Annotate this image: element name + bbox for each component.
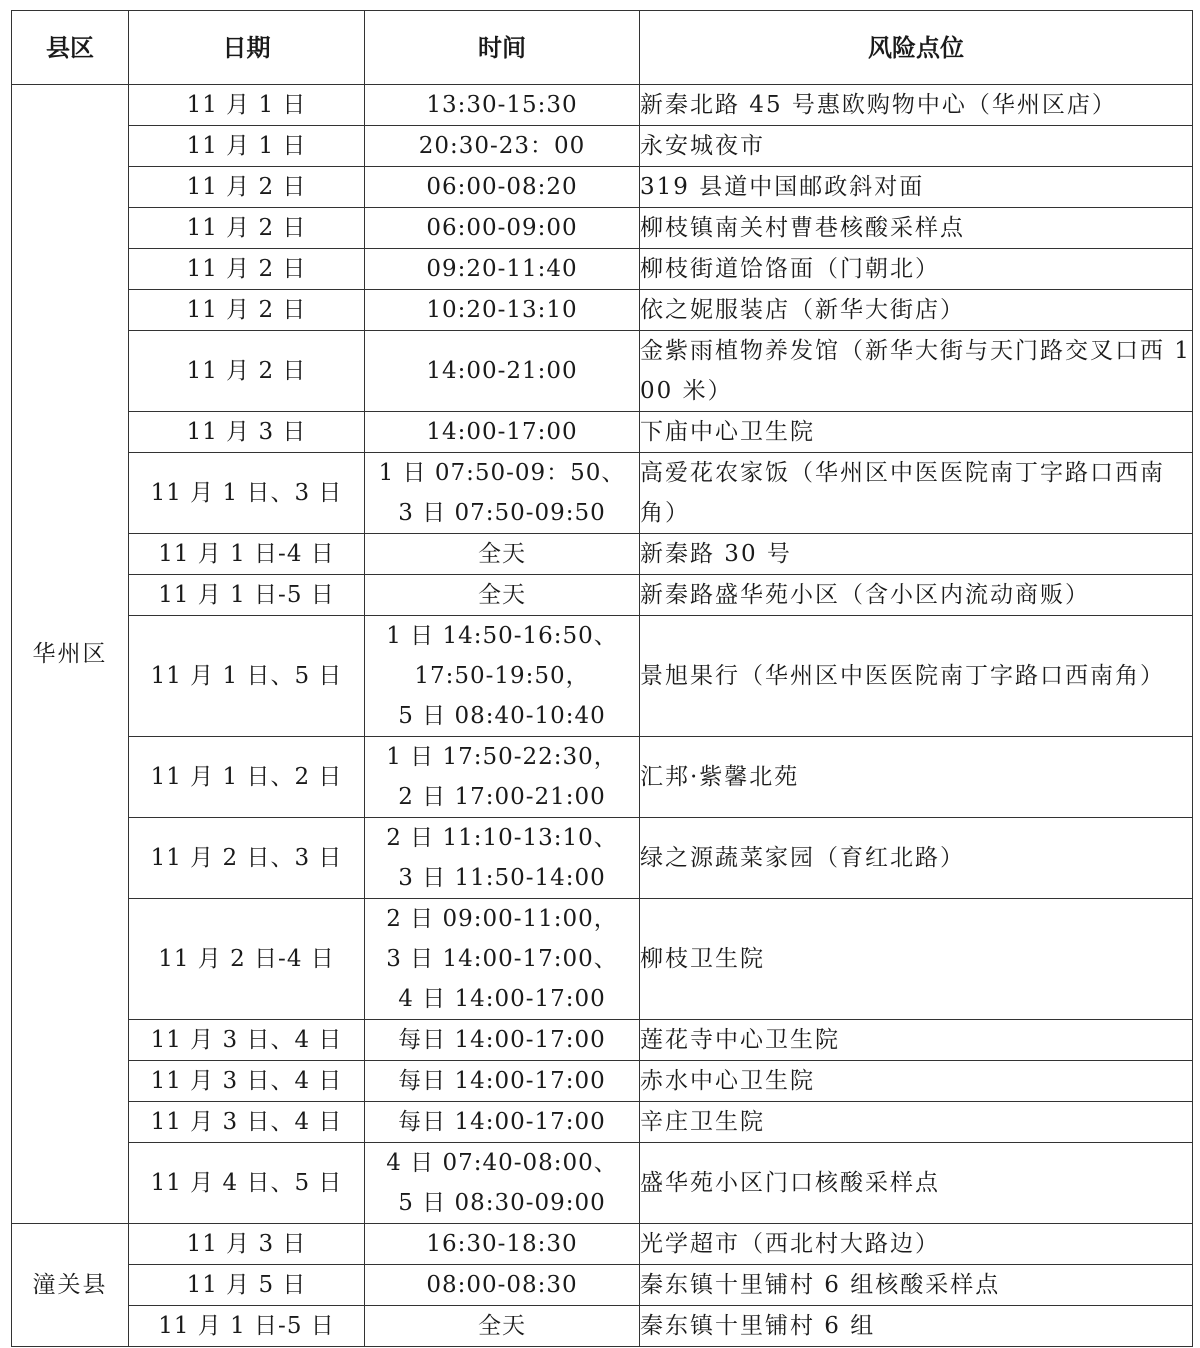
time-cell xyxy=(365,290,640,331)
time-cell xyxy=(365,167,640,208)
time-line: 08:00-08:30 xyxy=(426,1272,578,1298)
table-row xyxy=(12,818,1193,899)
table-row xyxy=(12,575,1193,616)
table-row xyxy=(12,453,1193,534)
location-cell: 新秦路 30 号 xyxy=(640,534,1193,575)
time-cell xyxy=(365,534,640,575)
table-row xyxy=(12,331,1193,412)
date-cell: 11 月 2 日 xyxy=(129,290,365,331)
date-cell: 11 月 1 日 xyxy=(129,126,365,167)
time-line: 1 日 07:50-09：50、 xyxy=(378,460,626,486)
time-line: 09:20-11:40 xyxy=(426,256,578,282)
location-cell: 盛华苑小区门口核酸采样点 xyxy=(640,1143,1193,1224)
date-cell: 11 月 2 日 xyxy=(129,249,365,290)
time-line: 13:30-15:30 xyxy=(426,92,578,118)
date-cell: 11 月 1 日-4 日 xyxy=(129,534,365,575)
time-cell xyxy=(365,208,640,249)
location-cell: 下庙中心卫生院 xyxy=(640,412,1193,453)
time-line: 全天 xyxy=(478,541,526,567)
table-row xyxy=(12,1102,1193,1143)
time-line: 每日 14:00-17:00 xyxy=(398,1109,606,1135)
table-row xyxy=(12,85,1193,126)
table-row xyxy=(12,534,1193,575)
county-cell: 潼关县 xyxy=(12,1224,129,1347)
date-cell: 11 月 2 日、3 日 xyxy=(129,818,365,899)
time-line: 4 日 14:00-17:00 xyxy=(398,986,606,1012)
date-cell: 11 月 5 日 xyxy=(129,1265,365,1306)
table-row xyxy=(12,249,1193,290)
date-cell: 11 月 1 日、5 日 xyxy=(129,616,365,737)
date-cell: 11 月 2 日-4 日 xyxy=(129,899,365,1020)
time-line: 06:00-09:00 xyxy=(426,215,578,241)
date-cell: 11 月 3 日、4 日 xyxy=(129,1061,365,1102)
date-cell: 11 月 3 日 xyxy=(129,412,365,453)
location-cell: 莲花寺中心卫生院 xyxy=(640,1020,1193,1061)
date-cell: 11 月 1 日-5 日 xyxy=(129,575,365,616)
location-cell: 景旭果行（华州区中医医院南丁字路口西南角） xyxy=(640,616,1193,737)
date-cell: 11 月 2 日 xyxy=(129,208,365,249)
table-row xyxy=(12,1020,1193,1061)
location-cell: 秦东镇十里铺村 6 组核酸采样点 xyxy=(640,1265,1193,1306)
time-cell xyxy=(365,1224,640,1265)
table-row xyxy=(12,412,1193,453)
time-line: 10:20-13:10 xyxy=(426,297,578,323)
risk-location-table xyxy=(11,10,1193,1347)
time-cell xyxy=(365,85,640,126)
table-row xyxy=(12,208,1193,249)
date-cell: 11 月 4 日、5 日 xyxy=(129,1143,365,1224)
time-line: 3 日 07:50-09:50 xyxy=(398,500,606,526)
table-row xyxy=(12,1306,1193,1347)
location-cell: 柳枝街道饸饹面（门朝北） xyxy=(640,249,1193,290)
time-line: 06:00-08:20 xyxy=(426,174,578,200)
date-cell: 11 月 1 日 xyxy=(129,85,365,126)
time-line: 14:00-21:00 xyxy=(426,358,578,384)
location-cell: 汇邦·紫馨北苑 xyxy=(640,737,1193,818)
time-cell xyxy=(365,249,640,290)
location-cell: 辛庄卫生院 xyxy=(640,1102,1193,1143)
time-line: 14:00-17:00 xyxy=(426,419,578,445)
time-line: 20:30-23：00 xyxy=(418,133,586,159)
time-cell xyxy=(365,331,640,412)
table-body xyxy=(12,85,1193,1347)
location-cell: 新秦北路 45 号惠欧购物中心（华州区店） xyxy=(640,85,1193,126)
time-line: 2 日 17:00-21:00 xyxy=(398,784,606,810)
time-line: 5 日 08:40-10:40 xyxy=(398,703,606,729)
table-row xyxy=(12,1224,1193,1265)
time-line: 1 日 17:50-22:30， xyxy=(386,744,618,770)
header-county: 县区 xyxy=(12,11,129,85)
location-cell: 金紫雨植物养发馆（新华大街与天门路交叉口西 100 米） xyxy=(640,331,1193,412)
location-cell: 319 县道中国邮政斜对面 xyxy=(640,167,1193,208)
table-row xyxy=(12,167,1193,208)
time-line: 3 日 14:00-17:00、 xyxy=(386,946,618,972)
time-cell xyxy=(365,453,640,534)
time-cell xyxy=(365,899,640,1020)
time-line: 每日 14:00-17:00 xyxy=(398,1068,606,1094)
location-cell: 永安城夜市 xyxy=(640,126,1193,167)
time-cell xyxy=(365,1061,640,1102)
time-cell xyxy=(365,737,640,818)
time-cell xyxy=(365,1143,640,1224)
location-cell: 赤水中心卫生院 xyxy=(640,1061,1193,1102)
date-cell: 11 月 1 日-5 日 xyxy=(129,1306,365,1347)
location-cell: 柳枝镇南关村曹巷核酸采样点 xyxy=(640,208,1193,249)
time-cell xyxy=(365,1020,640,1061)
time-line: 2 日 11:10-13:10、 xyxy=(386,825,618,851)
time-cell xyxy=(365,1306,640,1347)
county-cell: 华州区 xyxy=(12,85,129,1224)
date-cell: 11 月 1 日、2 日 xyxy=(129,737,365,818)
date-cell: 11 月 2 日 xyxy=(129,167,365,208)
location-cell: 光学超市（西北村大路边） xyxy=(640,1224,1193,1265)
date-cell: 11 月 3 日、4 日 xyxy=(129,1102,365,1143)
location-cell: 高爱花农家饭（华州区中医医院南丁字路口西南角） xyxy=(640,453,1193,534)
table-row xyxy=(12,616,1193,737)
time-line: 1 日 14:50-16:50、 xyxy=(386,623,618,649)
table-row xyxy=(12,737,1193,818)
time-line: 2 日 09:00-11:00， xyxy=(386,906,618,932)
header-date: 日期 xyxy=(129,11,365,85)
date-cell: 11 月 2 日 xyxy=(129,331,365,412)
header-location: 风险点位 xyxy=(640,11,1193,85)
location-cell: 柳枝卫生院 xyxy=(640,899,1193,1020)
date-cell: 11 月 1 日、3 日 xyxy=(129,453,365,534)
time-line: 每日 14:00-17:00 xyxy=(398,1027,606,1053)
time-cell xyxy=(365,1102,640,1143)
time-cell xyxy=(365,616,640,737)
location-cell: 绿之源蔬菜家园（育红北路） xyxy=(640,818,1193,899)
table-row xyxy=(12,1143,1193,1224)
table-row xyxy=(12,1265,1193,1306)
time-line: 17:50-19:50， xyxy=(414,663,590,689)
table-row xyxy=(12,899,1193,1020)
header-row xyxy=(12,11,1193,85)
time-line: 5 日 08:30-09:00 xyxy=(398,1190,606,1216)
time-line: 全天 xyxy=(478,582,526,608)
time-cell xyxy=(365,575,640,616)
time-cell xyxy=(365,1265,640,1306)
time-cell xyxy=(365,818,640,899)
time-line: 全天 xyxy=(478,1313,526,1339)
time-line: 4 日 07:40-08:00、 xyxy=(386,1150,618,1176)
time-cell xyxy=(365,412,640,453)
location-cell: 新秦路盛华苑小区（含小区内流动商贩） xyxy=(640,575,1193,616)
table-row xyxy=(12,1061,1193,1102)
table-row xyxy=(12,290,1193,331)
time-line: 16:30-18:30 xyxy=(426,1231,578,1257)
header-time: 时间 xyxy=(365,11,640,85)
location-cell: 依之妮服装店（新华大街店） xyxy=(640,290,1193,331)
location-cell: 秦东镇十里铺村 6 组 xyxy=(640,1306,1193,1347)
date-cell: 11 月 3 日 xyxy=(129,1224,365,1265)
time-line: 3 日 11:50-14:00 xyxy=(398,865,606,891)
table-row xyxy=(12,126,1193,167)
time-cell xyxy=(365,126,640,167)
date-cell: 11 月 3 日、4 日 xyxy=(129,1020,365,1061)
